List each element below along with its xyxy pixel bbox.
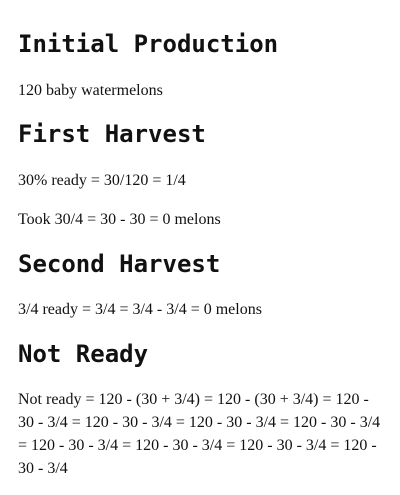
heading-not-ready: Not Ready [18, 340, 149, 368]
first-harvest-line-1: 30% ready = 30/120 = 1/4 [18, 172, 186, 189]
heading-second-harvest: Second Harvest [18, 250, 221, 278]
not-ready-text: Not ready = 120 - (30 + 3/4) = 120 - (30 + 3/4) = 120 - 30 - 3/4 = 120 - 30 - 3/4 = 120 - 30 - 3/4 = 120 - 30 - 3/4 = 120 - 30 - 3/4 = 120 - 30 - 3/4 = 120 - 30 - 3/4 = 120 - 30 - 3/4 [18, 391, 381, 477]
initial-production-text: 120 baby watermelons [18, 82, 163, 99]
heading-initial-production: Initial Production [18, 30, 279, 58]
heading-first-harvest: First Harvest [18, 120, 206, 148]
second-harvest-text: 3/4 ready = 3/4 = 3/4 - 3/4 = 0 melons [18, 301, 262, 318]
first-harvest-line-2: Took 30/4 = 30 - 30 = 0 melons [18, 211, 221, 228]
